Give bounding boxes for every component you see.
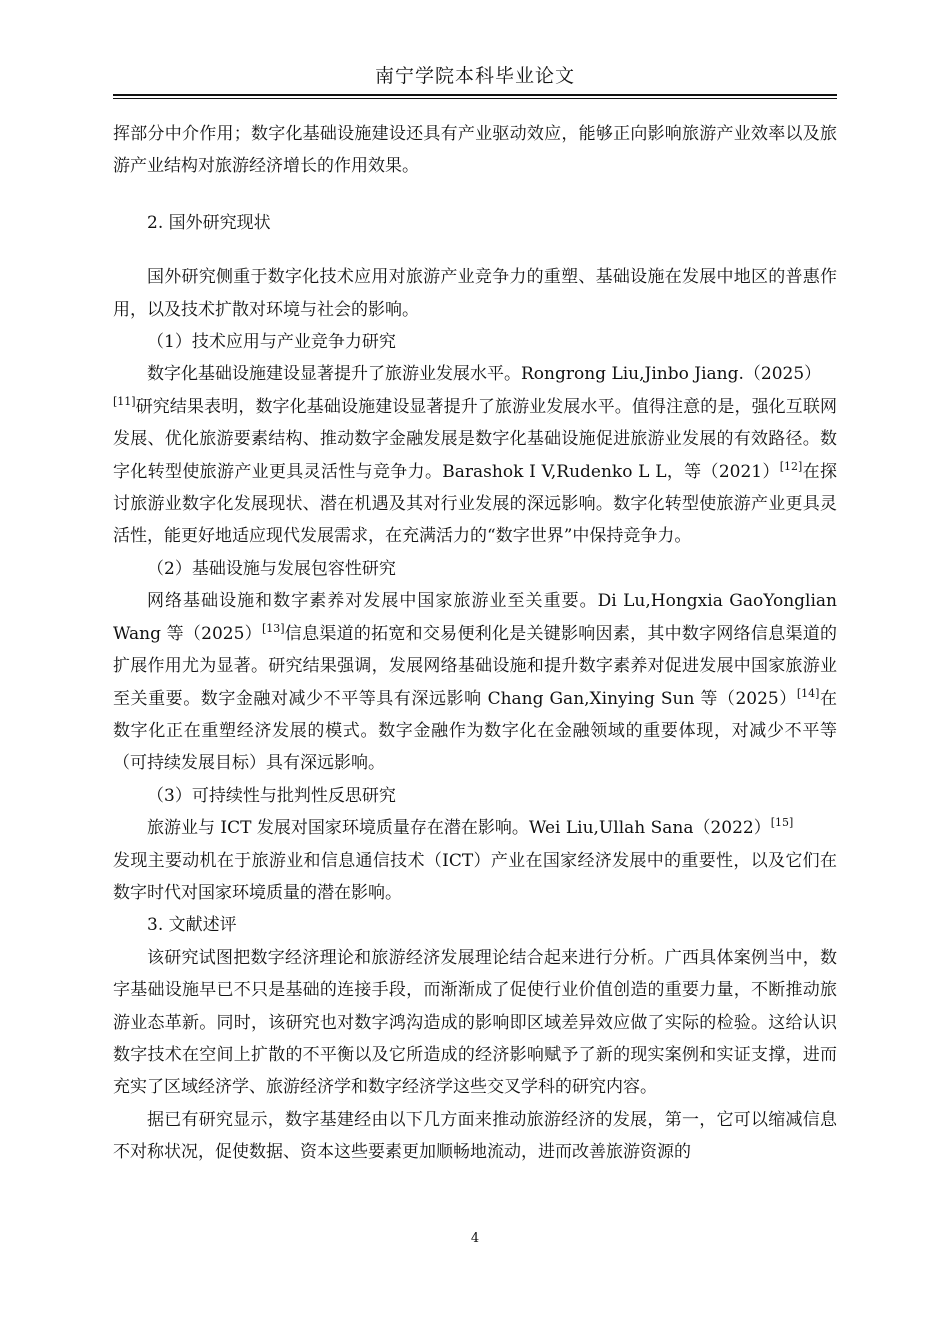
text-run: 信息渠道的拓宽和交易便利化是关键影响因素，其中数字网络信息渠道的扩展作用尤为显著。研究结果强调，发展网络基础设施和提升数字素养对促进发展中国家旅游业至关重要。数字金融对减少不平等具有深远影响 Chang Gan,Xinying Sun 等（2025） (113, 623, 837, 709)
subheading-technology-competitiveness: （1）技术应用与产业竞争力研究 (147, 332, 396, 353)
section-heading-literature-review: 3. 文献述评 (147, 915, 237, 936)
citation-ref-14: [14] (796, 686, 820, 700)
page-number: 4 (470, 1231, 480, 1246)
text-run: 发现主要动机在于旅游业和信息通信技术（ICT）产业在国家经济发展中的重要性，以及它们在数字时代对国家环境质量的潜在影响。 (113, 850, 837, 903)
citation-ref-11: [11] (113, 394, 136, 408)
paragraph-infrastructure-inclusiveness (113, 585, 837, 779)
paragraph-literature-review: 该研究试图把数字经济理论和旅游经济发展理论结合起来进行分析。广西具体案例当中，数字基础设施早已不只是基础的连接手段，而渐渐成了促使行业价值创造的重要力量，不断推动旅游业态革新。同时，该研究也对数字鸿沟造成的影响即区域差异效应做了实际的检验。这给认识数字技术在空间上扩散的不平衡以及它所造成的经济影响赋予了新的现实案例和实证支撑，进而充实了区域经济学、旅游经济学和数字经济学这些交叉学科的研究内容。 (113, 947, 837, 1098)
text-run: 数字化基础设施建设显著提升了旅游业发展水平。Rongrong Liu,Jinbo Jiang.（2025） (147, 364, 822, 385)
document-body (113, 118, 837, 1169)
citation-ref-15: [15] (770, 816, 794, 830)
subheading-sustainability: （3）可持续性与批判性反思研究 (147, 785, 396, 806)
page-header-title: 南宁学院本科毕业论文 (374, 65, 575, 87)
text-run: 在探讨旅游业数字化发展现状、潜在机遇及其对行业发展的深远影响。数字化转型使旅游产业更具灵活性，能更好地适应现代发展需求，在充满活力的“数字世界”中保持竞争力。 (113, 461, 838, 547)
paragraph-research-findings: 据已有研究显示，数字基建经由以下几方面来推动旅游经济的发展，第一，它可以缩减信息不对称状况，促使数据、资本这些要素更加顺畅地流动，进而改善旅游资源的 (113, 1109, 837, 1163)
citation-ref-12: [12] (779, 459, 803, 473)
text-run: 网络基础设施和数字素养对发展中国家旅游业至关重要。Di Lu,Hongxia GaoYonglian Wang 等（2025） (113, 591, 837, 644)
header-rule-thin (113, 98, 837, 99)
header-rule-thick (113, 94, 837, 96)
paragraph-foreign-overview: 国外研究侧重于数字化技术应用对旅游产业竞争力的重塑、基础设施在发展中地区的普惠作用，以及技术扩散对环境与社会的影响。 (113, 267, 837, 320)
citation-ref-13: [13] (261, 621, 285, 635)
subheading-infrastructure-inclusiveness: （2）基础设施与发展包容性研究 (147, 558, 396, 579)
text-run: 研究结果表明，数字化基础设施建设显著提升了旅游业发展水平。值得注意的是，强化互联网发展、优化旅游要素结构、推动数字金融发展是数字化基础设施促进旅游业发展的有效路径。数字化转型使旅游产业更具灵活性与竞争力。Barashok I V,Rudenko L L，等（2021） (113, 396, 837, 482)
paragraph-technology-competitiveness (113, 358, 837, 552)
paragraph-continued: 挥部分中介作用；数字化基础设施建设还具有产业驱动效应，能够正向影响旅游产业效率以及旅游产业结构对旅游经济增长的作用效果。 (113, 124, 837, 177)
text-run: 在数字化正在重塑经济发展的模式。数字金融作为数字化在金融领域的重要体现，对减少不平等（可持续发展目标）具有深远影响。 (113, 688, 837, 774)
paragraph-sustainability (113, 812, 837, 909)
text-run: 旅游业与 ICT 发展对国家环境质量存在潜在影响。Wei Liu,Ullah Sana（2022） (147, 818, 771, 839)
section-heading-foreign-research: 2. 国外研究现状 (147, 212, 271, 233)
